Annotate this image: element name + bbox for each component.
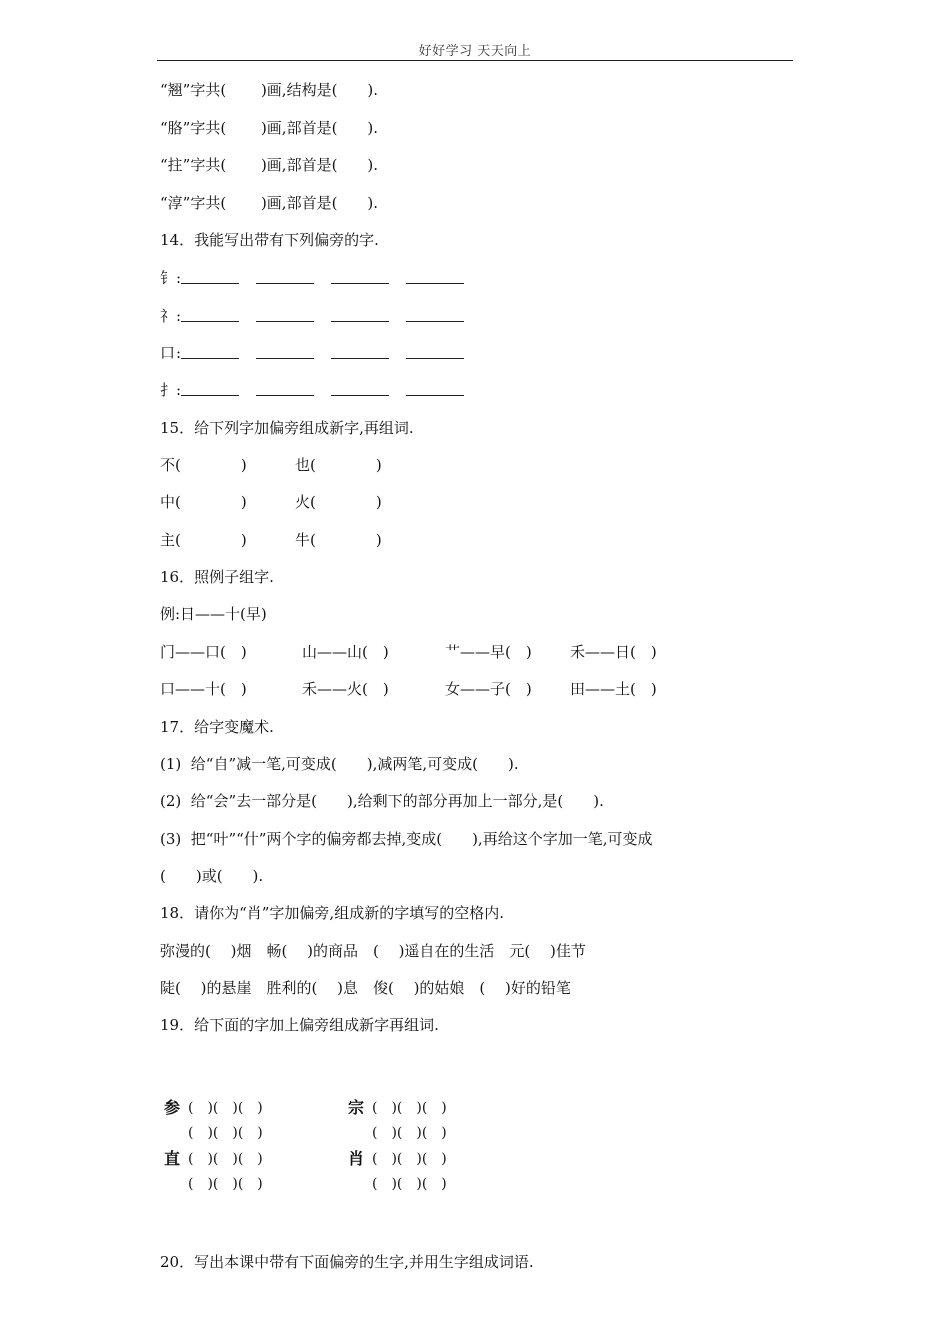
q15-item: 不( ) (160, 456, 247, 474)
answer-blank[interactable] (181, 357, 239, 359)
q16-item: 山——山( ) (302, 643, 389, 661)
q19-char: 参 (164, 1098, 181, 1117)
q13-line-1: “翘”字共( )画,结构是( ). (160, 81, 379, 99)
q19-parens: ( )( )( ) (372, 1151, 447, 1167)
q17-item: (1) 给“自”减一笔,可变成( ),减两笔,可变成( ). (160, 755, 519, 773)
answer-blank[interactable] (256, 282, 314, 284)
q18-title: 18．请你为“肖”字加偏旁,组成新的字填写的空格内. (160, 904, 504, 922)
page-header: 好好学习 天天向上 (418, 44, 532, 59)
header-divider (157, 60, 793, 61)
q16-item: 田——土( ) (570, 680, 657, 698)
q16-item: 禾——火( ) (302, 680, 389, 698)
q19-char: 肖 (348, 1149, 365, 1168)
q19-title: 19．给下面的字加上偏旁组成新字再组词. (160, 1016, 439, 1034)
q16-item: 艹——早( ) (445, 643, 532, 661)
q14-colon: : (176, 344, 182, 362)
q15-title: 15．给下列字加偏旁组成新字,再组词. (160, 419, 414, 437)
q17-item: ( )或( ). (160, 867, 264, 885)
q16-item: 禾——日( ) (570, 643, 657, 661)
answer-blank[interactable] (331, 282, 389, 284)
answer-blank[interactable] (331, 357, 389, 359)
q19-parens: ( )( )( ) (188, 1176, 263, 1192)
q14-row (160, 343, 481, 363)
q16-item: 口——十( ) (160, 680, 247, 698)
answer-blank[interactable] (331, 394, 389, 396)
q17-item: (3) 把“叶”“什”两个字的偏旁都去掉,变成( ),再给这个字加一笔,可变成 (160, 830, 653, 848)
q14-colon: : (176, 307, 182, 325)
q15-item: 牛( ) (295, 531, 382, 549)
q19-parens: ( )( )( ) (188, 1151, 263, 1167)
q18-row: 陡( )的悬崖 胜利的( )息 俊( )的姑娘 ( )好的铅笔 (160, 979, 571, 997)
q19-parens: ( )( )( ) (188, 1125, 263, 1141)
q14-row (160, 306, 481, 326)
q14-colon: : (176, 269, 182, 287)
q19-parens: ( )( )( ) (372, 1100, 447, 1116)
q16-example: 例:日——十(早) (160, 605, 267, 623)
q14-colon: : (176, 381, 182, 399)
q13-line-3: “拄”字共( )画,部首是( ). (160, 156, 379, 174)
q19-char: 宗 (348, 1098, 365, 1117)
q13-line-2: “胳”字共( )画,部首是( ). (160, 119, 379, 137)
q16-title: 16．照例子组字. (160, 568, 274, 586)
answer-blank[interactable] (406, 282, 464, 284)
q16-item: 门——口( ) (160, 643, 247, 661)
q15-item: 中( ) (160, 493, 247, 511)
q14-title: 14．我能写出带有下列偏旁的字. (160, 231, 379, 249)
q14-row (160, 380, 481, 400)
answer-blank[interactable] (256, 357, 314, 359)
q14-radical: 钅 (160, 269, 176, 287)
answer-blank[interactable] (406, 320, 464, 322)
answer-blank[interactable] (181, 394, 239, 396)
answer-blank[interactable] (256, 320, 314, 322)
q13-line-4: “淳”字共( )画,部首是( ). (160, 194, 379, 212)
q19-char: 直 (164, 1149, 181, 1168)
answer-blank[interactable] (181, 282, 239, 284)
q19-parens: ( )( )( ) (372, 1125, 447, 1141)
answer-blank[interactable] (256, 394, 314, 396)
q18-row: 弥漫的( )烟 畅( )的商品 ( )遥自在的生活 元( )佳节 (160, 942, 586, 960)
answer-blank[interactable] (181, 320, 239, 322)
q19-parens: ( )( )( ) (372, 1176, 447, 1192)
answer-blank[interactable] (406, 394, 464, 396)
answer-blank[interactable] (406, 357, 464, 359)
q15-item: 主( ) (160, 531, 247, 549)
q15-item: 也( ) (295, 456, 382, 474)
q15-item: 火( ) (295, 493, 382, 511)
q14-row (160, 268, 481, 288)
q17-item: (2) 给“会”去一部分是( ),给剩下的部分再加上一部分,是( ). (160, 792, 604, 810)
q16-item: 女——子( ) (445, 680, 532, 698)
q14-radical: 扌 (160, 381, 176, 399)
q14-radical: 礻 (160, 307, 176, 325)
q19-parens: ( )( )( ) (188, 1100, 263, 1116)
q20-title: 20．写出本课中带有下面偏旁的生字,并用生字组成词语. (160, 1253, 534, 1271)
q17-title: 17．给字变魔术. (160, 718, 274, 736)
answer-blank[interactable] (331, 320, 389, 322)
q14-radical: 口 (160, 344, 176, 362)
